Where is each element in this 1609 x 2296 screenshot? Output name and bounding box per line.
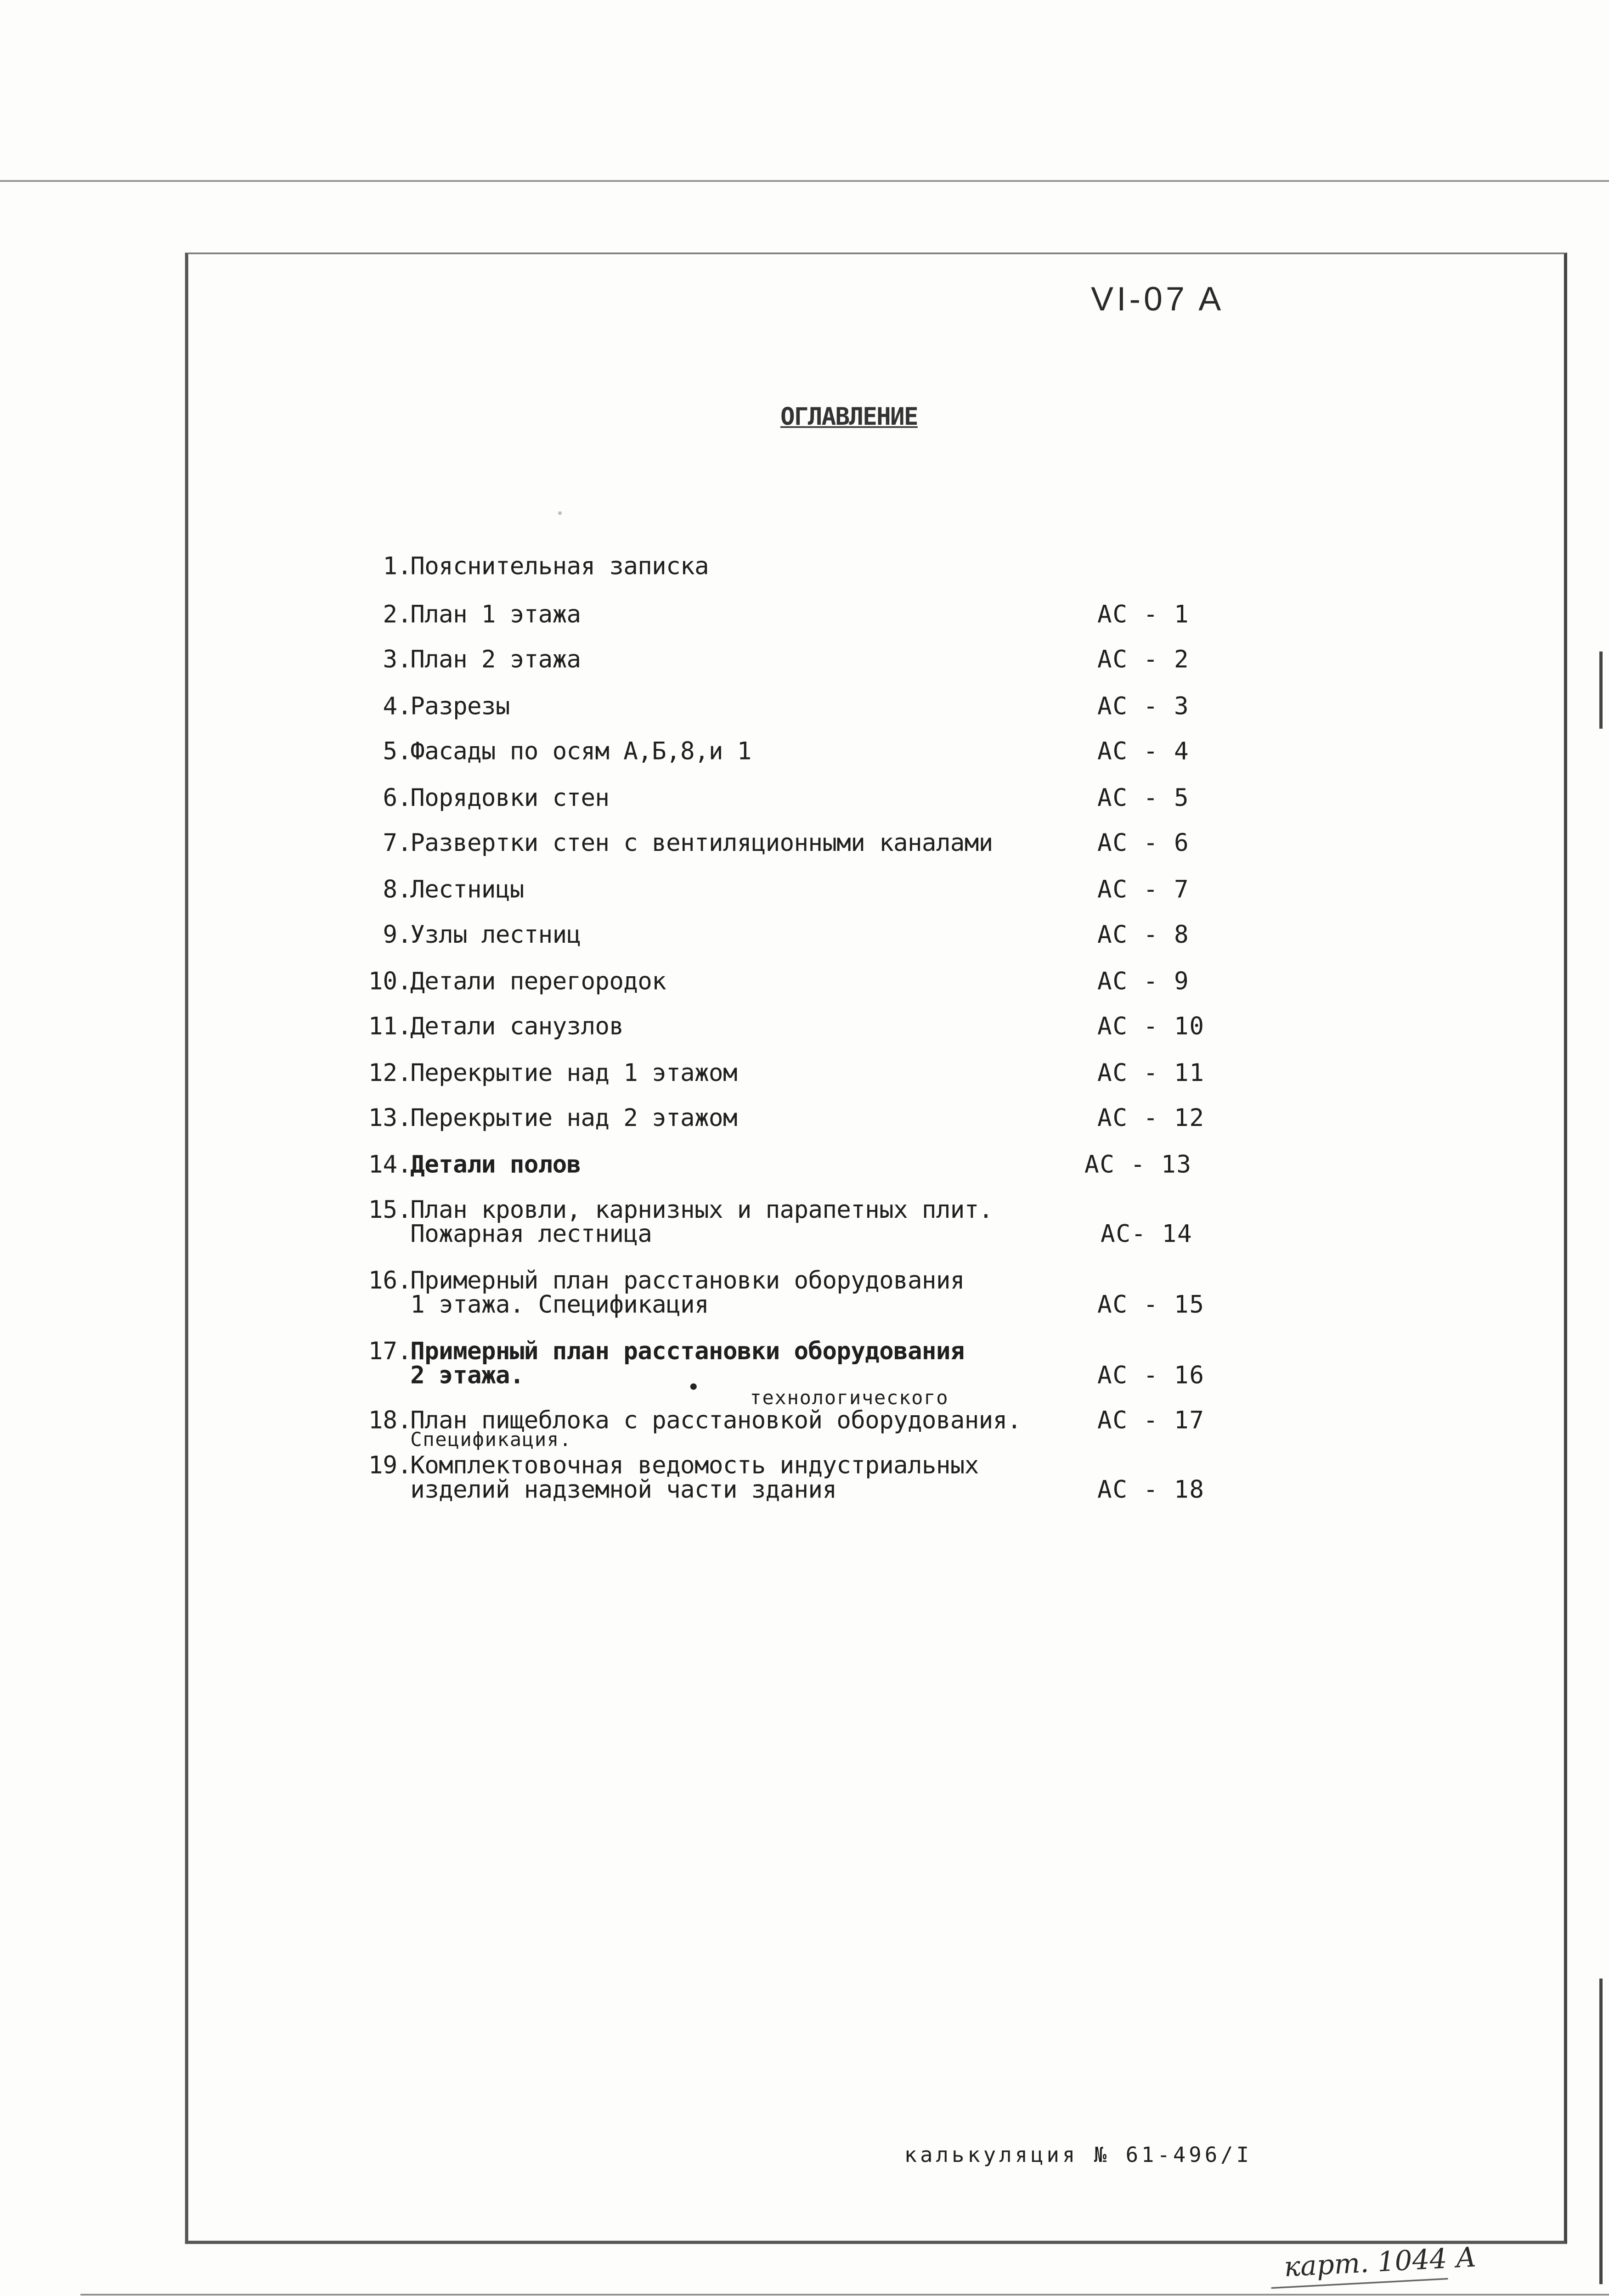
toc-item-text: План 1 этажа xyxy=(410,600,581,629)
toc-item-sheet: АС - 16 xyxy=(1097,1361,1205,1390)
toc-item-number: 2. xyxy=(383,600,412,629)
page-title: ОГЛАВЛЕНИЕ xyxy=(780,402,918,431)
toc-item-18-insert: технологического xyxy=(750,1386,949,1409)
toc-item-text-continued: Пожарная лестница xyxy=(410,1219,652,1249)
toc-item-number: 15. xyxy=(368,1195,412,1224)
toc-item-sheet: АС - 7 xyxy=(1097,875,1190,904)
toc-item-text: Развертки стен с вентиляционными каналами xyxy=(410,828,993,858)
toc-item-sheet: АС - 10 xyxy=(1097,1012,1205,1041)
toc-item-number: 5. xyxy=(383,737,412,766)
toc-item-sheet: АС - 5 xyxy=(1097,783,1190,813)
speck xyxy=(559,512,562,515)
calculation-number: калькуляция № 61-496/I xyxy=(904,2144,1252,2169)
toc-item-text: Примерный план расстановки оборудования xyxy=(410,1266,965,1295)
toc-item-text: Перекрытие над 2 этажом xyxy=(410,1103,737,1133)
toc-item-sheet: АС - 13 xyxy=(1084,1150,1192,1179)
toc-item-sheet: АС - 11 xyxy=(1097,1058,1205,1088)
toc-item-text: Узлы лестниц xyxy=(410,920,581,949)
toc-item-text: Лестницы xyxy=(410,875,524,904)
edge-mark-lower xyxy=(1599,1979,1603,2285)
toc-item-sheet: АС- 14 xyxy=(1101,1219,1193,1249)
toc-item-sheet: АС - 1 xyxy=(1097,600,1190,629)
toc-item-sheet: АС - 2 xyxy=(1097,645,1190,674)
toc-item-sheet: АС - 6 xyxy=(1097,828,1190,858)
toc-item-number: 16. xyxy=(368,1266,412,1295)
toc-item-number: 11. xyxy=(368,1012,412,1041)
top-scan-line xyxy=(0,180,1609,182)
toc-item-text: Комплектовочная ведомость индустриальных xyxy=(410,1451,979,1480)
stray-dot xyxy=(690,1384,697,1390)
toc-item-sheet: АС - 17 xyxy=(1097,1406,1205,1435)
toc-item-text-continued: 2 этажа. xyxy=(410,1361,524,1390)
toc-item-text-continued: 1 этажа. Спецификация xyxy=(410,1290,709,1319)
toc-item-text: Примерный план расстановки оборудования xyxy=(410,1336,965,1366)
toc-item-text: Детали санузлов xyxy=(410,1012,624,1041)
toc-item-number: 7. xyxy=(383,828,412,858)
bottom-scan-line xyxy=(80,2294,1609,2296)
card-number: карт. 1044 А xyxy=(1283,2242,1478,2285)
toc-item-number: 3. xyxy=(383,645,412,674)
toc-item-number: 12. xyxy=(368,1058,412,1088)
document-code: VI-07 A xyxy=(1091,281,1225,319)
toc-item-sheet: АС - 3 xyxy=(1097,692,1190,721)
toc-item-19 xyxy=(0,1451,1609,1515)
toc-item-16 xyxy=(0,1266,1609,1330)
toc-item-text: Детали перегородок xyxy=(410,967,666,996)
toc-item-text: План 2 этажа xyxy=(410,645,581,674)
toc-item-sheet: АС - 15 xyxy=(1097,1290,1205,1319)
toc-item-text: Перекрытие над 1 этажом xyxy=(410,1058,737,1088)
toc-item-number: 14. xyxy=(368,1150,412,1179)
toc-item-number: 19. xyxy=(368,1451,412,1480)
toc-item-number: 1. xyxy=(383,551,412,581)
toc-item-number: 10. xyxy=(368,967,412,996)
toc-item-number: 4. xyxy=(383,692,412,721)
toc-item-number: 8. xyxy=(383,875,412,904)
toc-item-number: 18. xyxy=(368,1406,412,1435)
toc-item-text: Разрезы xyxy=(410,692,510,721)
toc-item-text: Детали полов xyxy=(410,1150,581,1179)
toc-item-text: План пищеблока с расстановкой оборудования. xyxy=(410,1406,1022,1435)
toc-item-number: 9. xyxy=(383,920,412,949)
toc-item-text: Порядовки стен xyxy=(410,783,610,813)
toc-item-text: План кровли, карнизных и парапетных плит. xyxy=(410,1195,993,1224)
toc-item-text-continued: изделий надземной части здания xyxy=(410,1475,837,1504)
toc-item-number: 17. xyxy=(368,1336,412,1366)
toc-item-sheet: АС - 12 xyxy=(1097,1103,1205,1133)
toc-item-text-continued: Спецификация. xyxy=(410,1428,572,1451)
toc-item-sheet: АС - 18 xyxy=(1097,1475,1205,1504)
toc-item-sheet: АС - 9 xyxy=(1097,967,1190,996)
toc-item-number: 6. xyxy=(383,783,412,813)
toc-item-text: Пояснительная записка xyxy=(410,551,709,581)
toc-item-sheet: АС - 4 xyxy=(1097,737,1190,766)
toc-item-text: Фасады по осям А,Б,8,и 1 xyxy=(410,737,751,766)
toc-item-number: 13. xyxy=(368,1103,412,1133)
toc-item-15 xyxy=(0,1195,1609,1260)
toc-item-sheet: АС - 8 xyxy=(1097,920,1190,949)
